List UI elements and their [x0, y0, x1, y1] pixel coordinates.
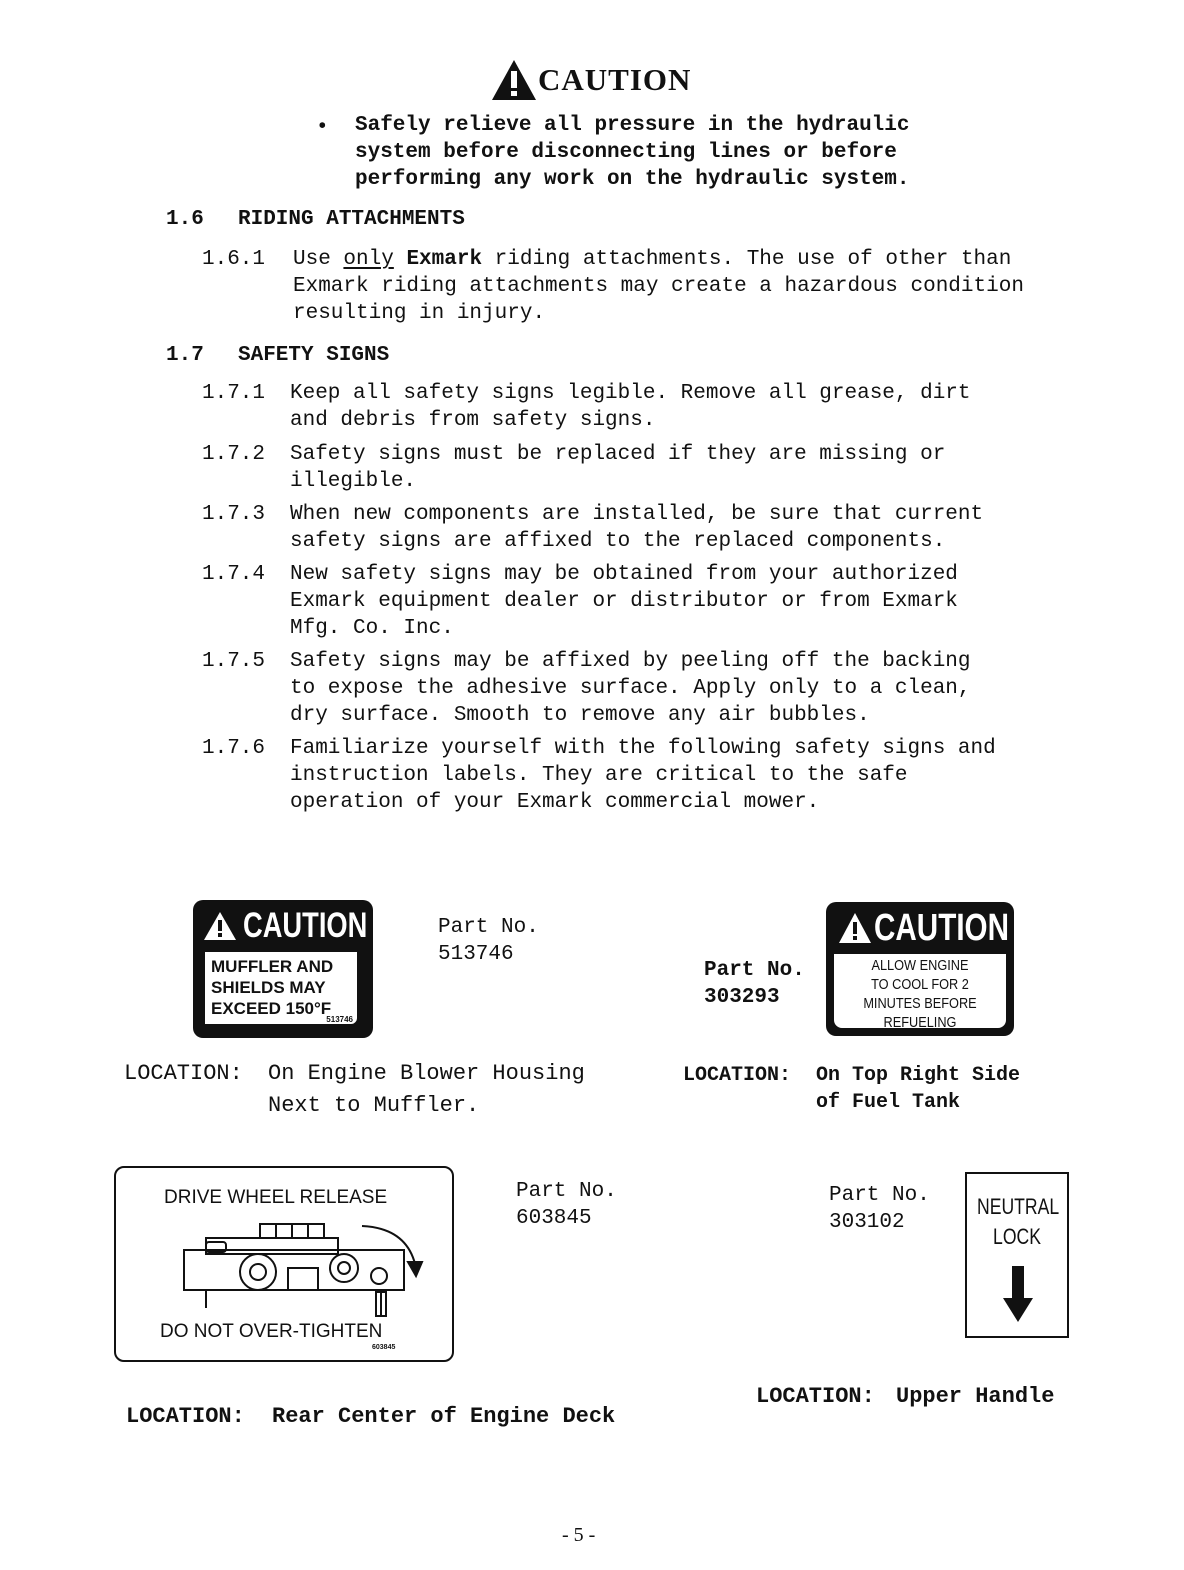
item-line: dry surface. Smooth to remove any air bubbles. [290, 704, 870, 727]
location-label: LOCATION: [756, 1384, 875, 1409]
warning-bullet: • [316, 116, 329, 139]
part-number: 513746 [438, 943, 514, 966]
item-text [290, 441, 1090, 495]
decal-line: ALLOW ENGINE [871, 957, 969, 974]
decal-body [832, 952, 1008, 1030]
item-line: Exmark equipment dealer or distributor or from Exmark [290, 590, 958, 613]
warning-line: performing any work on the hydraulic system. [355, 168, 910, 191]
location-label: LOCATION: [683, 1064, 792, 1087]
decal-code: 513746 [326, 1015, 353, 1024]
location-label: LOCATION: [126, 1404, 245, 1429]
decal-line: TO COOL FOR 2 [871, 976, 969, 993]
item-number: 1.7.4 [202, 563, 266, 586]
location-label: LOCATION: [124, 1061, 243, 1086]
brand-name: Exmark [393, 248, 483, 271]
decal-footer: DO NOT OVER-TIGHTEN [160, 1321, 383, 1342]
part-number-block [516, 1178, 617, 1232]
drive-wheel-diagram-icon [176, 1216, 436, 1326]
decal-line: REFUELING [883, 1014, 957, 1031]
part-number: 303293 [704, 986, 780, 1009]
section-title: SAFETY SIGNS [238, 344, 390, 367]
decal-title: DRIVE WHEEL RELEASE [164, 1187, 388, 1208]
item-line: operation of your Exmark commercial mower. [290, 791, 820, 814]
fuel-caution-decal [826, 902, 1014, 1036]
item-line: illegible. [290, 470, 417, 493]
decal-line: EXCEED 150°F [211, 999, 332, 1018]
page-number: - 5 - [562, 1524, 596, 1546]
item-number: 1.6.1 [202, 248, 266, 271]
item-line: When new components are installed, be sure that current [290, 503, 984, 526]
item-line: Safety signs must be replaced if they are missing or [290, 443, 946, 466]
warning-line: system before disconnecting lines or before [355, 141, 897, 164]
item-line: Use only Exmark riding attachments. The use of other than [293, 248, 1012, 271]
decal-line: NEUTRAL [977, 1194, 1060, 1219]
location-line: On Top Right Side [816, 1064, 1021, 1087]
item-line: Familiarize yourself with the following safety signs and [290, 737, 996, 760]
item-line: and debris from safety signs. [290, 409, 656, 432]
item-number: 1.7.6 [202, 737, 266, 760]
location-line: Next to Muffler. [268, 1093, 480, 1118]
location-line: On Engine Blower Housing [268, 1061, 585, 1086]
item-text [290, 501, 1090, 555]
item-line: Keep all safety signs legible. Remove all grease, dirt [290, 382, 971, 405]
location-text: Rear Center of Engine Deck [272, 1404, 616, 1429]
part-number: 603845 [516, 1207, 592, 1230]
warning-triangle-icon [490, 58, 538, 102]
location-text [816, 1062, 1020, 1116]
location-text [268, 1058, 585, 1122]
part-label: Part No. [829, 1184, 930, 1207]
item-line: Safety signs may be affixed by peeling off the backing [290, 650, 971, 673]
caution-heading [490, 58, 691, 102]
decal-header-text: CAUTION [243, 906, 368, 945]
item-text [290, 380, 1090, 434]
item-text [290, 735, 1090, 816]
warning-text [355, 112, 910, 193]
item-number: 1.7.2 [202, 443, 266, 466]
item-text [290, 648, 1090, 729]
part-number-block [438, 914, 539, 968]
emphasis-only: only [343, 248, 394, 271]
item-line: to expose the adhesive surface. Apply only to a clean, [290, 677, 971, 700]
caution-heading-text: CAUTION [538, 62, 692, 97]
section-title: RIDING ATTACHMENTS [238, 208, 465, 231]
decal-line: MUFFLER AND [211, 957, 334, 976]
decal-line: SHIELDS MAY [211, 978, 326, 997]
decal-header [203, 906, 368, 946]
item-number: 1.7.5 [202, 650, 266, 673]
item-line: Mfg. Co. Inc. [290, 617, 454, 640]
item-line: safety signs are affixed to the replaced components. [290, 530, 946, 553]
part-label: Part No. [704, 959, 805, 982]
item-line: Exmark riding attachments may create a hazardous condition [293, 275, 1024, 298]
decal-line: MINUTES BEFORE [863, 995, 977, 1012]
warning-line: Safely relieve all pressure in the hydraulic [355, 114, 910, 137]
item-number: 1.7.3 [202, 503, 266, 526]
section-number: 1.6 [166, 208, 204, 231]
muffler-caution-decal [193, 900, 373, 1038]
decal-code: 603845 [372, 1344, 396, 1351]
item-line: resulting in injury. [293, 302, 546, 325]
down-arrow-icon [1003, 1266, 1033, 1322]
item-number: 1.7.1 [202, 382, 266, 405]
part-number-block [829, 1182, 930, 1236]
decal-line: LOCK [993, 1224, 1041, 1249]
part-number-block [704, 957, 805, 1011]
decal-body [203, 950, 359, 1026]
location-text: Upper Handle [896, 1384, 1055, 1409]
item-line: instruction labels. They are critical to the safe [290, 764, 908, 787]
part-label: Part No. [438, 916, 539, 939]
drive-wheel-release-decal [114, 1166, 454, 1362]
item-text [293, 246, 1093, 327]
item-line: New safety signs may be obtained from your authorized [290, 563, 958, 586]
location-line: of Fuel Tank [816, 1091, 961, 1114]
section-number: 1.7 [166, 344, 204, 367]
item-text [290, 561, 1090, 642]
part-number: 303102 [829, 1211, 905, 1234]
neutral-lock-decal [965, 1172, 1069, 1338]
decal-header [838, 906, 1010, 950]
decal-body [967, 1192, 1067, 1252]
warning-triangle-icon [838, 912, 872, 944]
warning-triangle-icon [203, 911, 237, 941]
decal-header-text: CAUTION [874, 907, 1010, 949]
part-label: Part No. [516, 1180, 617, 1203]
